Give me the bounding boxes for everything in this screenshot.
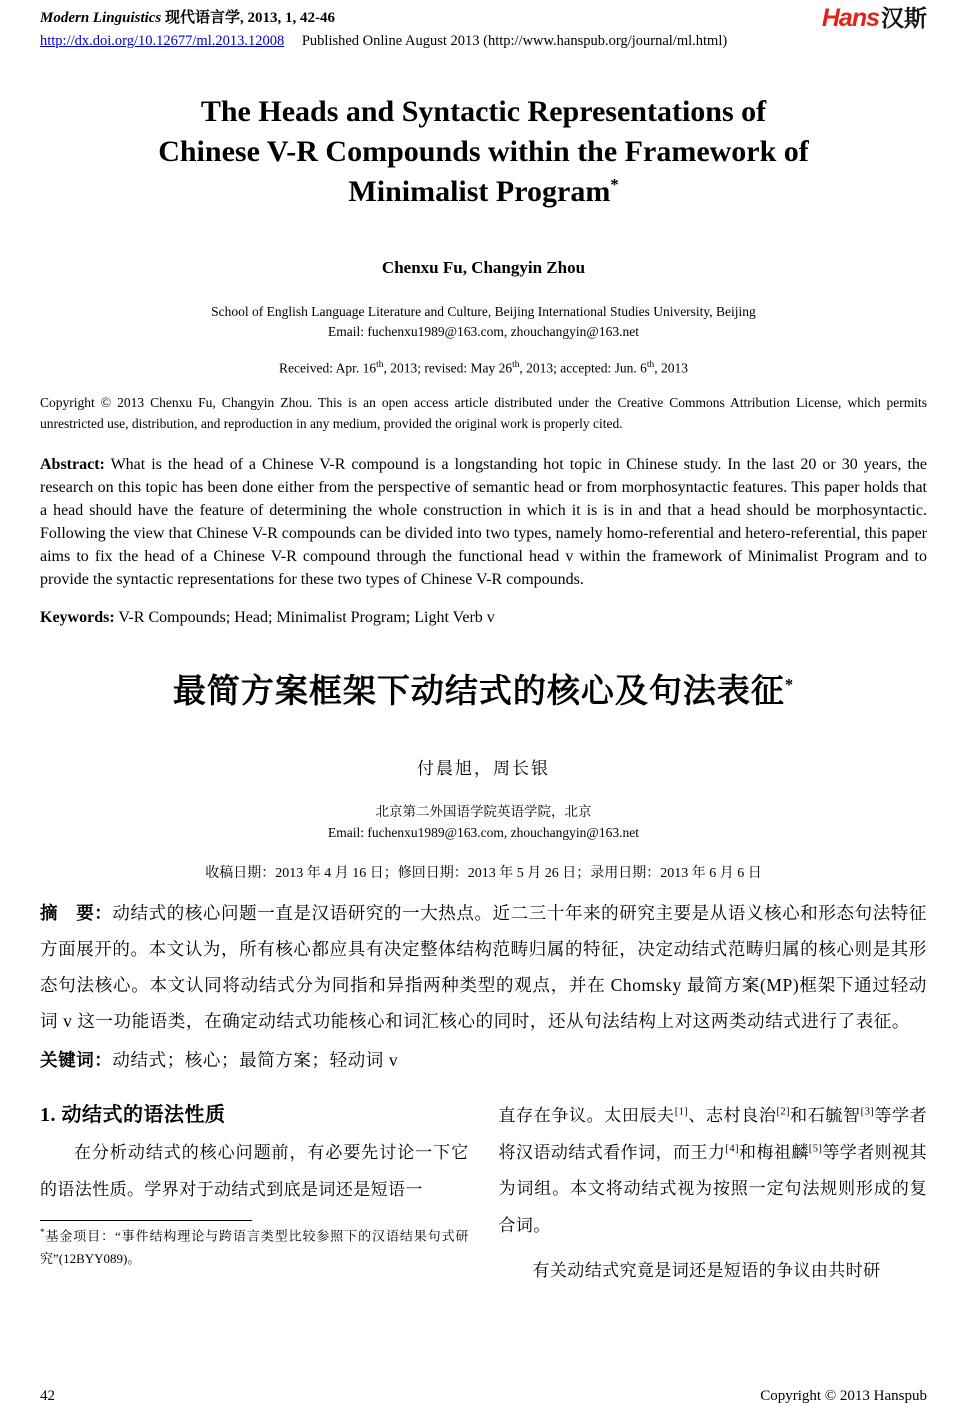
journal-header-row-1 (40, 6, 927, 31)
right-para1-text-3: 和石毓智 (789, 1106, 861, 1126)
affiliation-block-cn (40, 801, 927, 844)
footnote-mark: * (40, 1227, 45, 1238)
journal-issue-info: 现代语言学, 2013, 1, 42-46 (161, 10, 336, 26)
citation-ref-4: [4] (725, 1143, 739, 1155)
article-title-en-line1: The Heads and Syntactic Representations of (200, 95, 767, 128)
doi-link[interactable]: http://dx.doi.org/10.12677/ml.2013.12008 (40, 33, 285, 49)
title-footnote-mark: * (610, 174, 619, 194)
abstract-label: Abstract: (40, 455, 105, 473)
article-title-cn (40, 665, 927, 712)
received-part-2: , 2013; revised: May 26 (383, 360, 513, 376)
received-dates (40, 360, 927, 377)
footnote-text (40, 1225, 469, 1270)
right-column-paragraph-2: 有关动结式究竟是词还是短语的争议由共时研 (532, 1260, 881, 1280)
keywords-cn-text: 动结式；核心；最简方案；轻动词 v (112, 1050, 399, 1071)
journal-header (40, 6, 927, 50)
received-sup-2: th (512, 360, 520, 371)
footer-copyright: Copyright © 2013 Hanspub (760, 1388, 927, 1404)
left-column-paragraph: 在分析动结式的核心问题前，有必要先讨论一下它的语法性质。学界对于动结式到底是词还是短语一 (40, 1143, 469, 1199)
received-part-1: Received: Apr. 16 (279, 360, 377, 376)
article-title-en-line2: Chinese V-R Compounds within the Framework of (158, 134, 809, 168)
abstract-text: What is the head of a Chinese V-R compound is a longstanding hot topic in Chinese study. In the last 20 or 30 years, the research on this topic has been done either from the perspective of semantic head or from morphosyntactic features. This paper holds that a head should have the feature of determining the whole construction in which it is is in and that a head should be morphosyntactic. Following the view that Chinese V-R compounds can be divided into two types, namely homo-referential and hetero-referential, this paper aims to fix the head of a Chinese V-R compound through the functional head v within the framework of Minimalist Program and to provide the syntactic representations for these two types of Chinese V-R compounds. (40, 455, 927, 588)
hans-logo-cn-text: 汉斯 (881, 6, 927, 31)
abstract-en (40, 453, 927, 591)
citation-ref-1: [1] (674, 1106, 689, 1118)
abstract-cn (40, 896, 927, 1040)
affiliation-en: School of English Language Literature and Culture, Beijing International Studies University, Beijing (211, 303, 756, 319)
article-title-en (40, 92, 927, 212)
keywords-cn (40, 1047, 927, 1072)
received-part-3: , 2013; accepted: Jun. 6 (519, 360, 647, 376)
abstract-cn-label: 摘 要： (40, 902, 113, 923)
keywords-en (40, 609, 927, 627)
page-footer (40, 1388, 927, 1405)
right-para1-text-1: 直存在争议。太田辰夫 (498, 1106, 675, 1126)
right-para1-text-5: 和梅祖麟 (738, 1142, 809, 1162)
keywords-cn-label: 关键词： (40, 1050, 113, 1071)
copyright-notice: Copyright © 2013 Chenxu Fu, Changyin Zhou. This is an open access article distributed under the Creative Commons Attribution License, which permits unrestricted use, distribution, and reproduction in any medium, provided the original work is properly cited. (40, 394, 927, 431)
hans-logo-text: Hans (821, 4, 879, 32)
published-info: Published Online August 2013 (http://www.hanspub.org/journal/ml.html) (301, 33, 728, 49)
two-column-body (40, 1098, 927, 1289)
received-sup-1: th (376, 360, 384, 371)
right-para1-text-6: 等学者则视其为词组。本文将动结式视为按照一定句法规则形成的复合词。 (498, 1142, 927, 1236)
citation-ref-2: [2] (776, 1106, 790, 1118)
email-line-cn: Email: fuchenxu1989@163.com, zhouchangyin@163.net (328, 825, 639, 841)
footnote-block (40, 1220, 469, 1270)
left-column (40, 1098, 469, 1289)
journal-name: Modern Linguistics (40, 10, 162, 26)
received-part-4: , 2013 (654, 360, 688, 376)
keywords-label: Keywords: (40, 608, 115, 626)
right-column (499, 1098, 928, 1289)
citation-ref-5: [5] (808, 1143, 823, 1155)
hanspub-logo (822, 6, 927, 31)
abstract-cn-text: 动结式的核心问题一直是汉语研究的一大热点。近二三十年来的研究主要是从语义核心和形态句法特征方面展开的。本文认为，所有核心都应具有决定整体结构范畴归属的特征，决定动结式范畴归属的核心则是其形态句法核心。本文认同将动结式分为同指和异指两种类型的观点，并在 Chomsky 最简方案(MP)框架下通过轻动词 v 这一功能语类，在确定动结式功能核心和词汇核心的同时，还从句法结构上对这两类动结式进行了表征。 (40, 902, 928, 1031)
affiliation-cn: 北京第二外国语学院英语学院，北京 (375, 803, 592, 819)
keywords-text: V-R Compounds; Head; Minimalist Program; Light Verb v (114, 608, 495, 626)
authors-en: Chenxu Fu, Changyin Zhou (381, 257, 586, 277)
title-cn-footnote-mark: * (784, 674, 795, 694)
authors-cn: 付晨旭，周长银 (417, 758, 550, 778)
footnote-body: 基金项目：“事件结构理论与跨语言类型比较参照下的汉语结果句式研究”(12BYY089)。 (40, 1228, 469, 1266)
citation-ref-3: [3] (860, 1106, 875, 1118)
right-para1-text-4: 等学者将汉语动结式看作词，而王力 (498, 1106, 928, 1162)
footnote-rule (40, 1220, 252, 1221)
page-number: 42 (40, 1388, 55, 1404)
journal-header-row-2 (40, 33, 927, 50)
section-1-heading: 1. 动结式的语法性质 (40, 1104, 226, 1127)
journal-info (40, 6, 335, 27)
article-title-cn-text: 最简方案框架下动结式的核心及句法表征 (172, 673, 785, 710)
email-line-en: Email: fuchenxu1989@163.com, zhouchangyin@163.net (328, 323, 639, 339)
article-title-en-line3: Minimalist Program (348, 174, 611, 208)
right-para1-text-2: 、志村良治 (688, 1106, 777, 1126)
received-sup-3: th (646, 360, 655, 371)
right-column-paragraph-1 (499, 1098, 928, 1244)
affiliation-block-en (40, 302, 927, 343)
dates-cn: 收稿日期：2013 年 4 月 16 日；修回日期：2013 年 5 月 26 日；录用日期：2013 年 6 月 6 日 (205, 865, 762, 881)
